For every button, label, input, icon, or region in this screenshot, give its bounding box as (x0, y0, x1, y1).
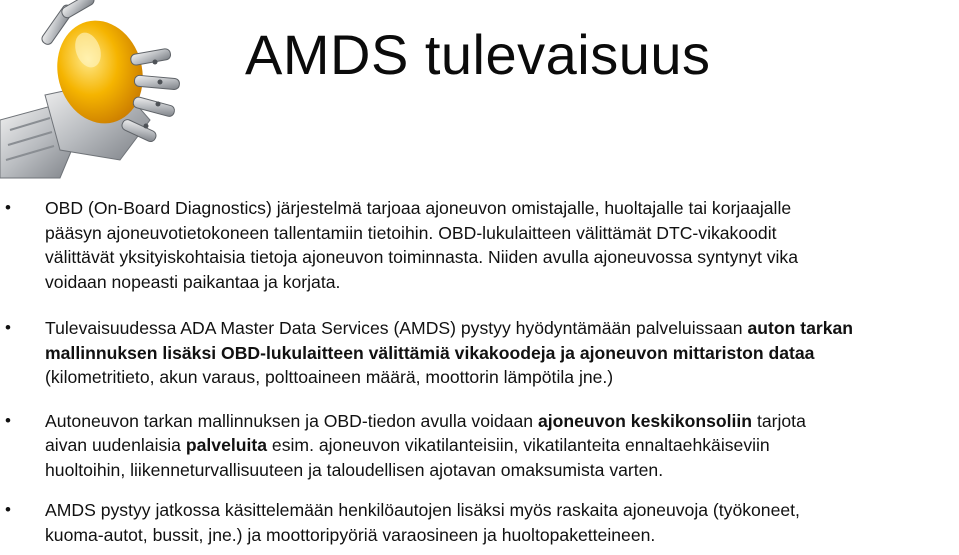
robot-hand-golden-egg-image (0, 0, 205, 180)
bullet-line: (kilometritieto, akun varaus, polttoaineen määrä, moottorin lämpötila jne.) (45, 367, 614, 387)
bullet-item (0, 498, 959, 547)
bullet-text: tarjota (752, 410, 806, 431)
bullet-line (45, 341, 959, 366)
bullet-bold-text: ajoneuvon keskikonsoliin (537, 410, 753, 431)
bullet-line: välittävät yksityiskohtaisia tietoja ajoneuvon toiminnasta. Niiden avulla ajoneuvossa syntynyt vika (45, 247, 799, 267)
bullet-item (0, 196, 959, 294)
bullet-item (0, 409, 959, 483)
bullet-line: AMDS pystyy jatkossa käsittelemään henkilöautojen lisäksi myös raskaita ajoneuvoja (työkoneet, (45, 500, 800, 520)
bullet-text: esim. ajoneuvon vikatilanteisiin, vikatilanteita ennaltaehkäiseviin (267, 435, 770, 455)
bullet-line: voidaan nopeasti paikantaa ja korjata. (45, 271, 341, 292)
bullet-line: huoltoihin, liikenneturvallisuuteen ja taloudellisen ajotavan omaksumista varten. (45, 459, 664, 480)
bullet-line: pääsyn ajoneuvotietokoneen tallentamiin tietoihin. OBD-lukulaitteen välittämät DTC-vikakoodit (45, 222, 777, 243)
bullet-marker: • (5, 318, 11, 337)
bullet-text: Autoneuvon tarkan mallinnuksen ja OBD-tiedon avulla voidaan (45, 410, 538, 431)
bullet-item (0, 316, 959, 390)
bullet-bold-text: auton tarkan (747, 318, 854, 338)
bullet-line: OBD (On-Board Diagnostics) järjestelmä tarjoaa ajoneuvon omistajalle, huoltajalle tai korjaajalle (45, 198, 792, 218)
bullet-bold-text: palveluita (185, 435, 268, 455)
bullet-line (45, 433, 959, 458)
slide-title: AMDS tulevaisuus (245, 23, 711, 86)
bullet-marker: • (5, 500, 11, 519)
bullet-line (45, 409, 959, 434)
bullet-text: aivan uudenlaisia (45, 435, 186, 455)
bullet-line: kuoma-autot, bussit, jne.) ja moottoripyöriä varaosineen ja huoltopaketteineen. (45, 524, 656, 545)
bullet-bold-text: mallinnuksen lisäksi OBD-lukulaitteen välittämiä vikakoodeja ja ajoneuvon mittariston dataa (45, 342, 815, 363)
bullet-marker: • (5, 410, 11, 430)
bullet-marker: • (5, 198, 11, 217)
bullet-list (0, 196, 959, 547)
bullet-line (45, 316, 959, 341)
bullet-text: Tulevaisuudessa ADA Master Data Services (AMDS) pystyy hyödyntämään palveluissaan (45, 318, 748, 338)
